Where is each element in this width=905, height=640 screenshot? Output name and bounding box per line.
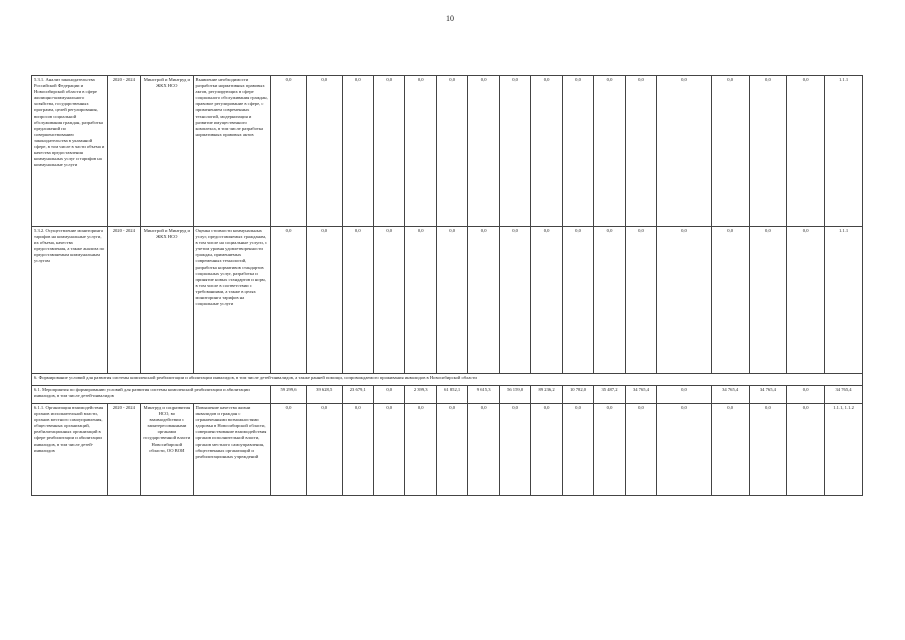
value-cell: 0,0 [436,404,467,496]
value-cell: 0,0 [271,76,307,227]
value-cell: 0,0 [306,76,342,227]
section-summary-label: 6.1. Мероприятия по формированию условий для развития системы комплексной реабилитации и абилитации инвалидов, в том числе детей-инвалидов [32,386,271,404]
row-result: Повышение качества жизни инвалидов и граждан с ограниченными возможностями здоровья в Новосибирской области, совершенствование взаимодействия органов исполнительной власти, органов местного самоуправления, общественных организаций и реабилитационных учреждений [193,404,271,496]
row-executor: Минстрой и Минтруд и ЖКХ НСО [141,227,193,374]
value-cell: 89 236,2 [531,386,562,404]
row-executor: Минстрой и Минтруд и ЖКХ НСО [141,76,193,227]
row-ref: 1.1.1 [825,227,863,374]
value-cell: 0,0 [468,404,499,496]
page-number: 10 [446,14,454,23]
value-cell: 0,0 [711,227,749,374]
row-ref: 1.1.1 [825,76,863,227]
value-cell: 0,0 [787,76,825,227]
value-cell: 0,0 [499,76,530,227]
value-cell: 0,0 [787,227,825,374]
value-cell: 0,0 [711,76,749,227]
value-cell: 0,0 [436,227,467,374]
value-cell: 0,0 [749,404,787,496]
value-cell: 56 159,0 [499,386,530,404]
value-cell: 0,0 [405,404,436,496]
value-cell: 34 765,4 [711,386,749,404]
value-cell: 0,0 [405,227,436,374]
value-cell: 0,0 [787,386,825,404]
value-cell: 0,0 [468,227,499,374]
value-cell: 0,0 [531,404,562,496]
value-cell: 23 679,1 [342,386,373,404]
value-cell: 0,0 [436,76,467,227]
row-period: 2020 - 2024 [107,227,141,374]
value-cell: 59 299,6 [271,386,307,404]
section-heading: 6. Формирование условий для развития системы комплексной реабилитации и абилитации инвалидов, в том числе детей-инвалидов, а также ранней помощи, сопровождаемого проживания инвалидов в Новосибирской области [32,374,863,386]
row-period: 2020 - 2024 [107,76,141,227]
value-cell: 0,0 [625,76,656,227]
value-cell: 0,0 [342,404,373,496]
row-period: 2020 - 2024 [107,404,141,496]
value-cell: 34 765,4 [749,386,787,404]
value-cell: 0,0 [562,227,593,374]
row-result: Оценка стоимости коммунальных услуг, предоставляемых гражданам, в том числе на социальные услуги, с учетом уровня удовлетворенности граждан, применяемых современных технологий, разработка нормативов стандартов социальных услуг, разработка и принятие новых стандартов и норм, в том числе в соответствии с требованиями, а также в целях мониторинга тарифов на социальные услуги [193,227,271,374]
row-name: 6.1.1. Организация взаимодействия органов исполнительной власти, органов местного самоуправления, общественных организаций, реабилитационных организаций в сфере реабилитации и абилитации инвалидов, в том числе детей-инвалидов [32,404,108,496]
section-heading-row [32,374,863,386]
value-cell: 9 615,3 [468,386,499,404]
value-cell: 0,0 [749,227,787,374]
program-table [31,75,863,496]
value-cell: 0,0 [374,386,405,404]
value-cell: 0,0 [531,76,562,227]
table-row [32,76,863,227]
value-cell: 0,0 [594,76,625,227]
value-cell: 0,0 [271,227,307,374]
value-cell: 0,0 [749,76,787,227]
value-cell: 0,0 [594,404,625,496]
value-cell: 0,0 [531,227,562,374]
row-executor: Минтруд и соцразвития НСО, во взаимодействии с заинтересованными органами государственной власти Новосибирской области, ОО ВОИ [141,404,193,496]
value-cell: 61 852,1 [436,386,467,404]
value-cell: 0,0 [374,227,405,374]
value-cell: 0,0 [657,404,712,496]
value-cell: 0,0 [468,76,499,227]
value-cell: 0,0 [711,404,749,496]
value-cell: 35 487,2 [594,386,625,404]
value-cell: 2 399,3 [405,386,436,404]
value-cell: 0,0 [625,227,656,374]
table-row [32,227,863,374]
value-cell: 0,0 [657,386,712,404]
section-summary-row [32,386,863,404]
value-cell: 0,0 [342,227,373,374]
value-cell: 0,0 [787,404,825,496]
value-cell: 0,0 [342,76,373,227]
value-cell: 0,0 [499,227,530,374]
value-cell: 34 765,4 [625,386,656,404]
value-cell: 0,0 [594,227,625,374]
row-name: 5.3.1. Анализ законодательства Российской Федерации и Новосибирской области в сфере жилищно-коммунального хозяйства, государственных программ, целей регулирования, вопросов социальной обслуживания граждан, разработка предложений по совершенствованию законодательства в указанной сфере, в том числе в части объема и качества предоставления коммунальных услуг и тарифов на коммунальные услуги [32,76,108,227]
value-cell: 0,0 [562,76,593,227]
value-cell: 0,0 [562,404,593,496]
value-cell: 0,0 [625,404,656,496]
value-cell: 0,0 [306,227,342,374]
value-cell: 39 628,5 [306,386,342,404]
value-cell: 0,0 [271,404,307,496]
value-cell: 0,0 [374,76,405,227]
value-cell: 34 765,4 [825,386,863,404]
value-cell: 0,0 [499,404,530,496]
row-name: 5.3.2. Осуществление мониторинга тарифов на коммунальные услуги, их объема, качества предоставления, а также анализа по предоставляемым коммунальным услугам [32,227,108,374]
table-row [32,404,863,496]
value-cell: 0,0 [657,76,712,227]
value-cell: 0,0 [405,76,436,227]
value-cell: 0,0 [306,404,342,496]
row-result: Выявление необходимости разработки нормативных правовых актов, регулирующих в сфере социального обслуживания граждан, правовое регулирование в сфере, с применением современных технологий, модернизация и развитие имущественного комплекса, в том числе разработка нормативных правовых актов [193,76,271,227]
value-cell: 0,0 [657,227,712,374]
row-ref: 1.1.1, 1.1.2 [825,404,863,496]
value-cell: 0,0 [374,404,405,496]
value-cell: 10 782,0 [562,386,593,404]
